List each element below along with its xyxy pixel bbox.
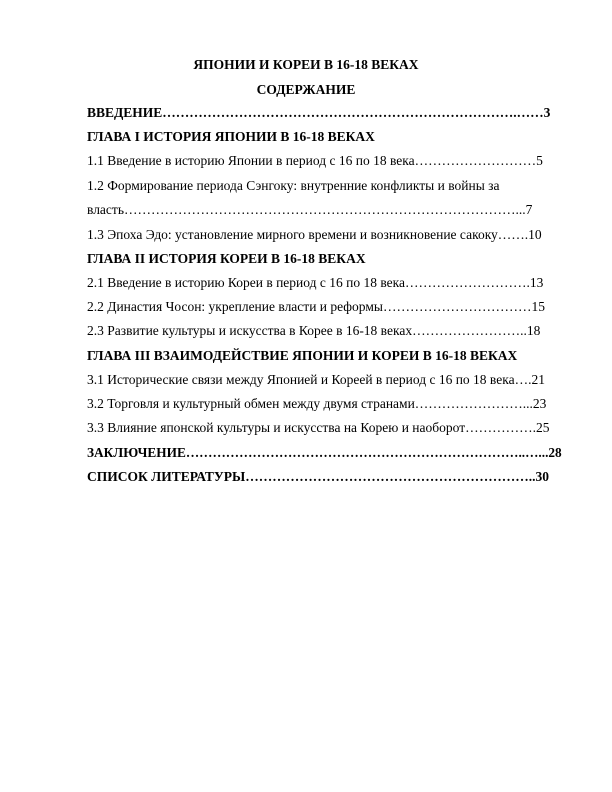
- toc-chapter-1-heading: ГЛАВА I ИСТОРИЯ ЯПОНИИ В 16-18 ВЕКАХ: [87, 129, 375, 144]
- toc-entry-2-3: 2.3 Развитие культуры и искусства в Корее в 16-18 веках……………………..18: [87, 323, 541, 338]
- toc-bibliography: СПИСОК ЛИТЕРАТУРЫ………………………………………………………..30: [87, 469, 549, 484]
- toc-entry-2-1: 2.1 Введение в историю Кореи в период с 16 по 18 века……………………….13: [87, 275, 544, 290]
- toc-conclusion: ЗАКЛЮЧЕНИЕ…………………………………………………………………..…...28: [87, 445, 562, 460]
- toc-entry-3-1: 3.1 Исторические связи между Японией и Кореей в период с 16 по 18 века….21: [87, 372, 545, 387]
- toc-chapter-3-heading: ГЛАВА III ВЗАИМОДЕЙСТВИЕ ЯПОНИИ И КОРЕИ В 16-18 ВЕКАХ: [87, 348, 518, 363]
- toc-entry-1-3: 1.3 Эпоха Эдо: установление мирного времени и возникновение сакоку…….10: [87, 227, 542, 242]
- toc-entry-1-2-continued: власть……………………………………………………………………………...7: [87, 202, 533, 217]
- toc-entry-2-2: 2.2 Династия Чосон: укрепление власти и реформы……………………………15: [87, 299, 545, 314]
- toc-entry-1-1: 1.1 Введение в историю Японии в период с 16 по 18 века………………………5: [87, 153, 543, 168]
- toc-introduction: ВВЕДЕНИЕ…………………………………………………………………….……3: [87, 105, 551, 120]
- toc-entry-3-3: 3.3 Влияние японской культуры и искусства на Корею и наоборот…………….25: [87, 420, 550, 435]
- contents-heading: СОДЕРЖАНИЕ: [256, 82, 356, 97]
- toc-chapter-2-heading: ГЛАВА II ИСТОРИЯ КОРЕИ В 16-18 ВЕКАХ: [87, 251, 366, 266]
- toc-entry-1-2: 1.2 Формирование периода Сэнгоку: внутренние конфликты и войны за: [87, 178, 500, 193]
- document-title: ЯПОНИИ И КОРЕИ В 16-18 ВЕКАХ: [193, 57, 419, 72]
- toc-entry-3-2: 3.2 Торговля и культурный обмен между двумя странами……………………...23: [87, 396, 547, 411]
